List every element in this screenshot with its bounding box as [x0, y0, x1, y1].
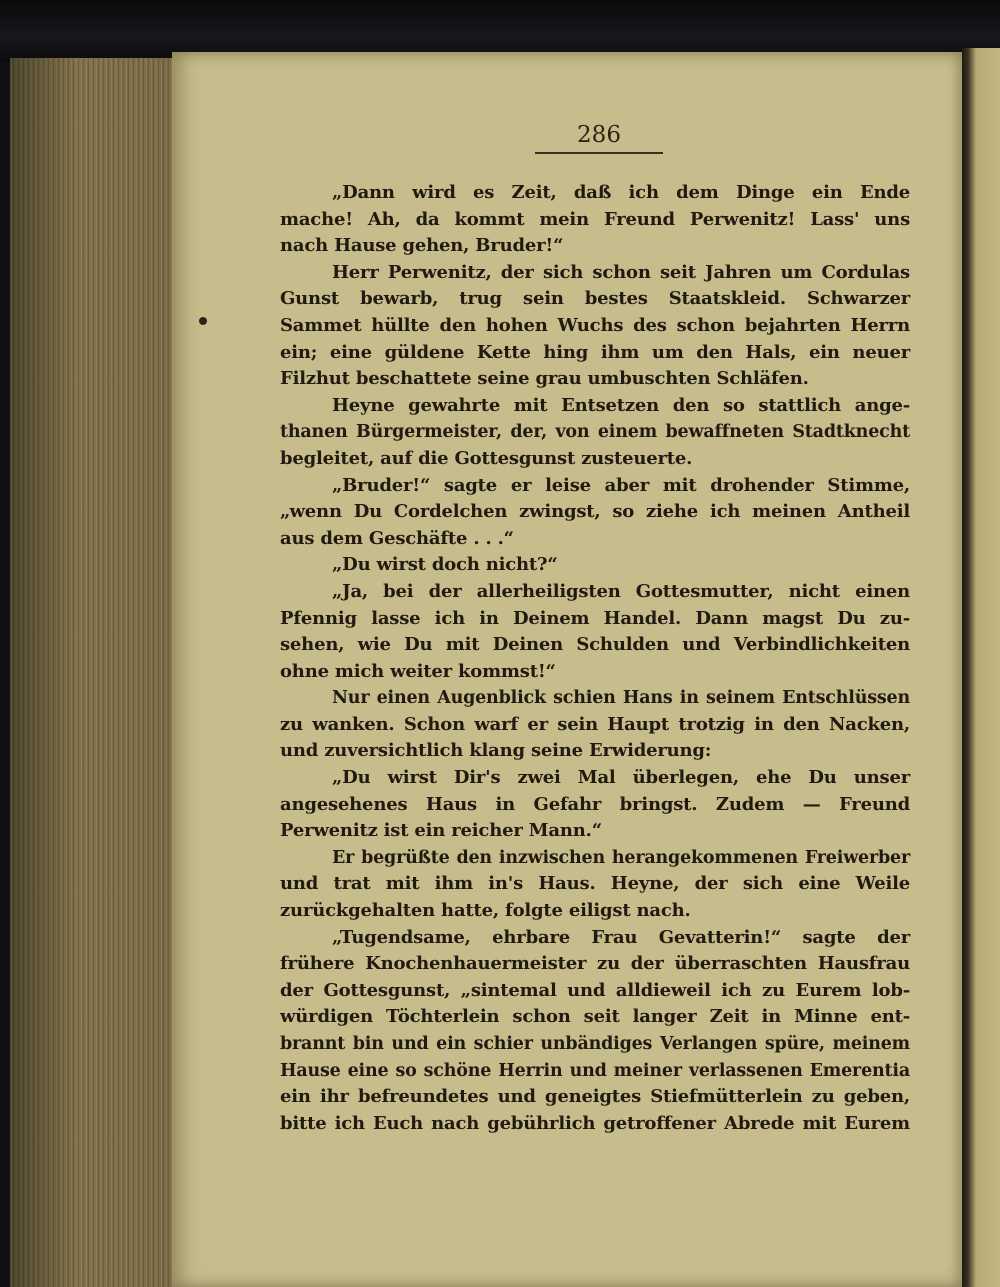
text-line: Pfennig lasse ich in Deinem Handel. Dann magst Du zu- — [280, 607, 910, 629]
text-line: Heyne gewahrte mit Entsetzen den so stattlich ange- — [332, 394, 910, 416]
text-line: würdigen Töchterlein schon seit langer Zeit in Minne ent- — [280, 1006, 910, 1028]
text-line: Herr Perwenitz, der sich schon seit Jahren um Cordulas — [332, 261, 910, 283]
text-line: angesehenes Haus in Gefahr bringst. Zudem — Freund — [280, 793, 910, 815]
text-line: begleitet, auf die Gottesgunst zusteuerte. — [280, 447, 693, 469]
page-number: 286 — [577, 122, 621, 148]
text-line: brannt bin und ein schier unbändiges Verlangen spüre, meinem — [280, 1034, 910, 1054]
text-line: ein; eine güldene Kette hing ihm um den Hals, ein neuer — [280, 341, 910, 363]
text-line: „Du wirst Dir's zwei Mal überlegen, ehe Du unser — [332, 767, 910, 789]
text-line: nach Hause gehen, Bruder!“ — [280, 235, 564, 257]
text-line: und trat mit ihm in's Haus. Heyne, der sich eine Weile — [280, 873, 910, 895]
text-line: „Dann wird es Zeit, daß ich dem Dinge ein Ende — [332, 182, 910, 203]
text-line: Er begrüßte den inzwischen herangekommenen Freiwerber — [332, 847, 910, 868]
text-line: zu wanken. Schon warf er sein Haupt trotzig in den Nacken, — [280, 713, 910, 735]
text-line: Sammet hüllte den hohen Wuchs des schon bejahrten Herrn — [280, 314, 910, 336]
text-line: aus dem Geschäfte . . .“ — [280, 527, 514, 549]
body-text — [280, 180, 910, 1137]
text-line: zurückgehalten hatte, folgte eiligst nach. — [280, 900, 691, 922]
text-line: Filzhut beschattete seine grau umbuschten Schläfen. — [280, 368, 809, 390]
text-line: „wenn Du Cordelchen zwingst, so ziehe ich meinen Antheil — [280, 501, 910, 523]
text-line: „Ja, bei der allerheiligsten Gottesmutter, nicht einen — [332, 580, 910, 602]
facing-page-edge — [962, 48, 1000, 1287]
text-line: der Gottesgunst, „sintemal und alldieweil ich zu Eurem lob- — [280, 979, 910, 1001]
text-line: bitte ich Euch nach gebührlich getroffener Abrede mit Eurem — [280, 1112, 910, 1134]
text-line: „Bruder!“ sagte er leise aber mit drohender Stimme, — [332, 474, 910, 496]
text-line: ohne mich weiter kommst!“ — [280, 660, 556, 682]
text-line: Gunst bewarb, trug sein bestes Staatskleid. Schwarzer — [280, 288, 910, 310]
text-line: Nur einen Augenblick schien Hans in seinem Entschlüssen — [332, 688, 910, 709]
text-line: sehen, wie Du mit Deinen Schulden und Verbindlichkeiten — [280, 634, 910, 656]
header-rule — [535, 152, 663, 154]
text-line: ein ihr befreundetes und geneigtes Stiefmütterlein zu geben, — [280, 1086, 910, 1108]
text-line: frühere Knochenhauermeister zu der überraschten Hausfrau — [280, 953, 910, 975]
text-line: „Tugendsame, ehrbare Frau Gevatterin!“ sagte der — [332, 926, 910, 948]
text-line: Hause eine so schöne Herrin und meiner verlassenen Emerentia — [280, 1060, 910, 1081]
text-line: Perwenitz ist ein reicher Mann.“ — [280, 820, 602, 842]
text-line: „Du wirst doch nicht?“ — [332, 554, 558, 576]
text-line: und zuversichtlich klang seine Erwiderung: — [280, 740, 712, 762]
text-line: mache! Ah, da kommt mein Freund Perwenitz! Lass' uns — [280, 208, 910, 230]
text-line: thanen Bürgermeister, der, von einem bewaffneten Stadtknecht — [280, 422, 910, 443]
ink-spot — [199, 317, 207, 325]
book-page-edges-shade — [10, 58, 180, 1287]
